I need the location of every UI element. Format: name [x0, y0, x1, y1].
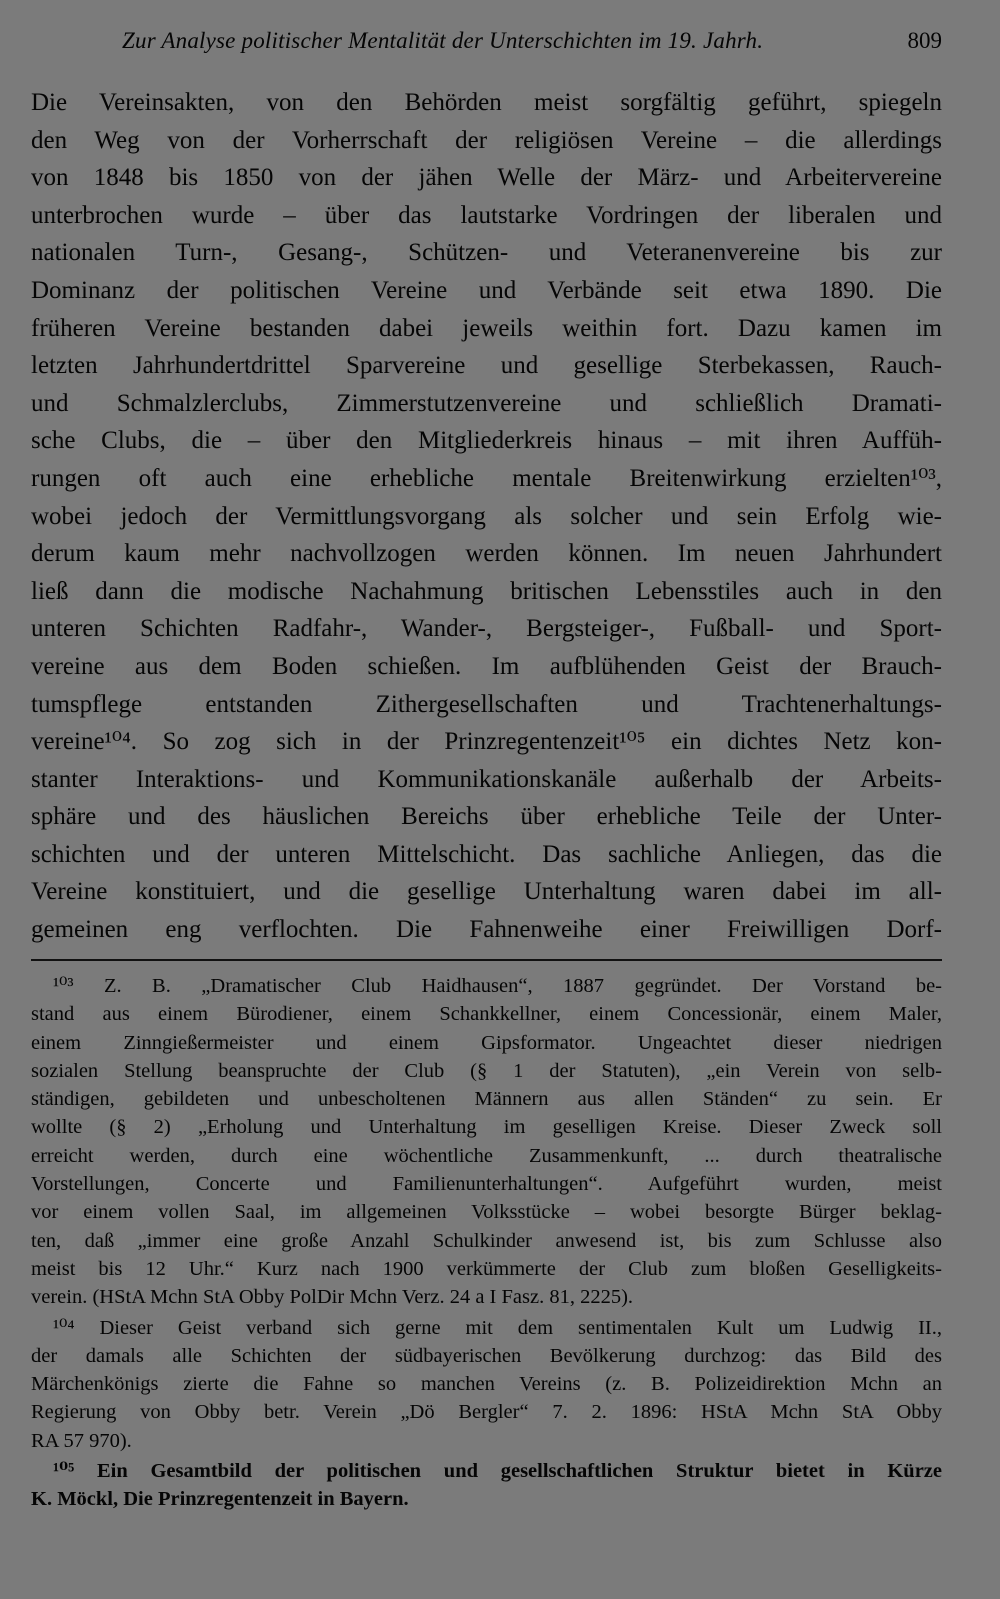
body-line: ließ dann die modische Nachahmung britischen Lebensstiles auch in den — [31, 577, 942, 605]
footnote-line: erreicht werden, durch eine wöchentliche Zusammenkunft, ... durch theatralische — [31, 1144, 942, 1167]
body-line: nationalen Turn-, Gesang-, Schützen- und Veteranenvereine bis zur — [31, 239, 942, 267]
footnote-line: Regierung von Obby betr. Verein „Dö Bergler“ 7. 2. 1896: HStA Mchn StA Obby — [31, 1401, 942, 1424]
body-line: tumspflege entstanden Zithergesellschaften und Trachtenerhaltungs- — [31, 690, 942, 718]
body-line: Dominanz der politischen Vereine und Verbände seit etwa 1890. Die — [31, 276, 942, 304]
footnote-line: ¹⁰³ Z. B. „Dramatischer Club Haidhausen“, 1887 gegründet. Der Vorstand be- — [53, 975, 942, 997]
footnote-line: der damals alle Schichten der südbayerischen Bevölkerung durchzog: das Bild des — [31, 1344, 942, 1367]
body-line: den Weg von der Vorherrschaft der religiösen Vereine – die allerdings — [31, 126, 942, 154]
footnote-line: verein. (HStA Mchn StA Obby PolDir Mchn Verz. 24 a I Fasz. 81, 2225). — [31, 1286, 634, 1309]
footnote-line: Vorstellungen, Concerte und Familienunterhaltungen“. Aufgeführt wurden, meist — [31, 1173, 942, 1196]
body-line: derum kaum mehr nachvollzogen werden können. Im neuen Jahrhundert — [31, 540, 942, 568]
page-header — [122, 28, 942, 64]
footnote-line: stand aus einem Bürodiener, einem Schankkellner, einem Concessionär, einem Maler, — [31, 1003, 942, 1026]
body-line: früheren Vereine bestanden dabei jeweils weithin fort. Dazu kamen im — [31, 314, 942, 342]
main-body-text — [31, 84, 942, 949]
footnote-line: sozialen Stellung beanspruchte der Club (§ 1 der Statuten), „ein Verein von selb- — [31, 1059, 942, 1082]
footnote-line: einem Zinngießermeister und einem Gipsformator. Ungeachtet dieser niedrigen — [31, 1031, 942, 1054]
body-line: Die Vereinsakten, von den Behörden meist sorgfältig geführt, spiegeln — [31, 89, 942, 116]
body-line: stanter Interaktions- und Kommunikationskanäle außerhalb der Arbeits- — [31, 765, 942, 793]
footnote-line: K. Möckl, Die Prinzregentenzeit in Bayern. — [31, 1488, 409, 1511]
footnote-line: ¹⁰⁴ Dieser Geist verband sich gerne mit dem sentimentalen Kult um Ludwig II., — [53, 1316, 942, 1339]
body-line: und Schmalzlerclubs, Zimmerstutzenvereine und schließlich Dramati- — [31, 389, 942, 417]
body-line: letzten Jahrhundertdrittel Sparvereine und gesellige Sterbekassen, Rauch- — [31, 352, 942, 380]
footnote-line: wollte (§ 2) „Erholung und Unterhaltung im geselligen Kreise. Dieser Zweck soll — [31, 1116, 942, 1139]
body-line: gemeinen eng verflochten. Die Fahnenweihe einer Freiwilligen Dorf- — [31, 916, 942, 944]
body-line: sche Clubs, die – über den Mitgliederkreis hinaus – mit ihren Auffüh- — [31, 427, 942, 455]
body-line: von 1848 bis 1850 von der jähen Welle der März- und Arbeitervereine — [31, 164, 942, 192]
footnote-line: vor einem vollen Saal, im allgemeinen Volksstücke – wobei besorgte Bürger beklag- — [31, 1201, 942, 1224]
footnotes — [31, 972, 942, 1514]
body-line: vereine aus dem Boden schießen. Im aufblühenden Geist der Brauch- — [31, 652, 942, 680]
footnote-line: ¹⁰⁵ Ein Gesamtbild der politischen und gesellschaftlichen Struktur bietet in Kürze — [53, 1460, 942, 1483]
footnote-line: ständigen, gebildeten und unbescholtenen Männern aus allen Ständen“ zu sein. Er — [31, 1088, 942, 1111]
footnote-103 — [31, 972, 942, 1312]
footnote-line: meist bis 12 Uhr.“ Kurz nach 1900 verkümmerte der Club zum bloßen Geselligkeits- — [31, 1257, 942, 1280]
body-line: unterbrochen wurde – über das lautstarke Vordringen der liberalen und — [31, 201, 942, 229]
page-number: 809 — [907, 28, 942, 53]
body-line: sphäre und des häuslichen Bereichs über erhebliche Teile der Unter- — [31, 803, 942, 831]
running-title: Zur Analyse politischer Mentalität der Unterschichten im 19. Jahrh. — [122, 28, 764, 53]
body-line: vereine¹⁰⁴. So zog sich in der Prinzregentenzeit¹⁰⁵ ein dichtes Netz kon- — [31, 728, 942, 756]
body-line: rungen oft auch eine erhebliche mentale Breitenwirkung erzielten¹⁰³, — [31, 464, 942, 492]
footnote-separator-rule — [31, 959, 942, 961]
footnote-line: Märchenkönigs zierte die Fahne so manchen Vereins (z. B. Polizeidirektion Mchn an — [31, 1373, 942, 1396]
footnote-104 — [31, 1314, 942, 1455]
footnote-line: ten, daß „immer eine große Anzahl Schulkinder anwesend ist, bis zum Schlusse also — [31, 1229, 942, 1252]
body-line: unteren Schichten Radfahr-, Wander-, Bergsteiger-, Fußball- und Sport- — [31, 615, 942, 643]
body-line: schichten und der unteren Mittelschicht. Das sachliche Anliegen, das die — [31, 840, 942, 868]
footnote-105 — [31, 1457, 942, 1514]
body-line: wobei jedoch der Vermittlungsvorgang als solcher und sein Erfolg wie- — [31, 502, 942, 530]
body-line: Vereine konstituiert, und die gesellige Unterhaltung waren dabei im all- — [31, 878, 942, 906]
footnote-line: RA 57 970). — [31, 1429, 132, 1452]
